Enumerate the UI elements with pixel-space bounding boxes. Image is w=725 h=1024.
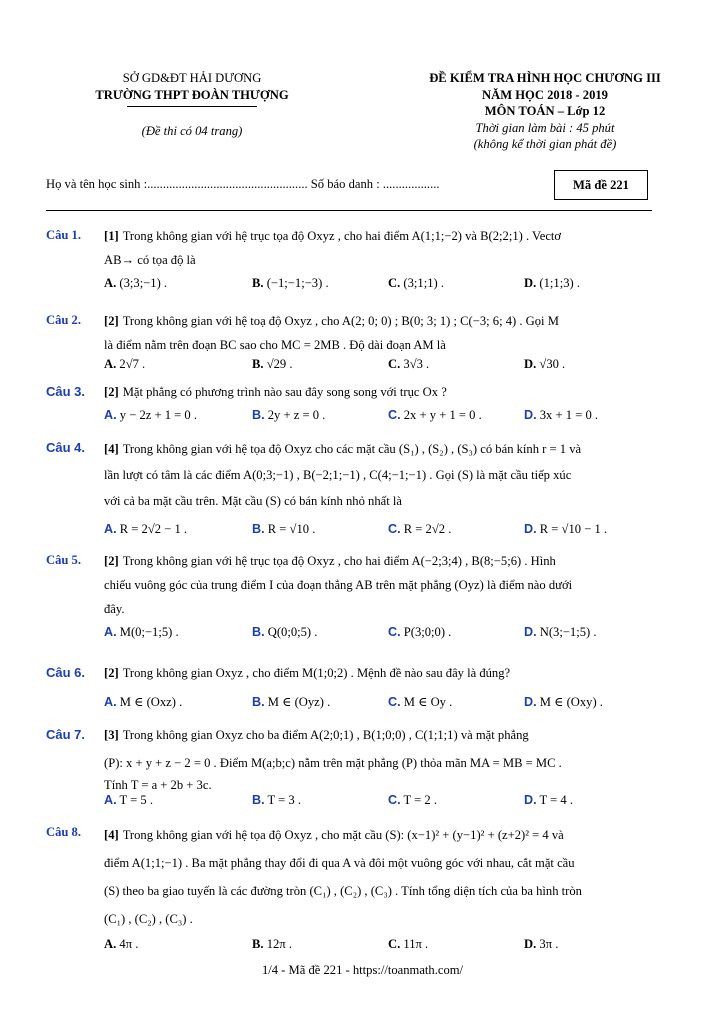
option-c[interactable]: C. (3;1;1) .	[388, 276, 444, 290]
question-text-line: Trong không gian với hệ tọa độ Oxyz cho các mặt cầu (S₁) , (S₂) , (S₃) có bán kính r = 1 và	[122, 442, 582, 456]
question-text-line: với cả ba mặt cầu trên. Mặt cầu (S) có bán kính nhỏ nhất là	[104, 494, 402, 508]
option-d[interactable]: D. T = 4 .	[524, 793, 573, 807]
exam-code-box: Mã đề 221	[554, 170, 648, 200]
question-text-line: điểm A(1;1;−1) . Ba mặt phẳng thay đổi đi qua A và đôi một vuông góc với nhau, cắt mặt cầu	[104, 856, 575, 870]
question-text-line: Mặt phẳng có phương trình nào sau đây song song với trục Ox ?	[122, 385, 447, 399]
question-text-line: Trong không gian với hệ tọa độ Oxyz , cho mặt cầu (S): (x−1)² + (y−1)² + (z+2)² = 4 và	[122, 828, 564, 842]
question-text-line: đây.	[104, 602, 125, 616]
option-a[interactable]: A. 4π .	[104, 937, 139, 951]
option-d[interactable]: D. 3x + 1 = 0 .	[524, 408, 599, 422]
exam-title: ĐỀ KIỂM TRA HÌNH HỌC CHƯƠNG III	[429, 71, 661, 85]
option-a[interactable]: A. y − 2z + 1 = 0 .	[104, 408, 198, 422]
question-text-line: (C₁) , (C₂) , (C₃) .	[104, 912, 193, 926]
question-text-line: Trong không gian Oxyz cho ba điểm A(2;0;1) , B(1;0;0) , C(1;1;1) và mặt phẳng	[122, 728, 529, 742]
question-label: Câu 4.	[46, 440, 86, 455]
header-divider	[46, 210, 652, 211]
option-d[interactable]: D. N(3;−1;5) .	[524, 625, 597, 639]
option-d[interactable]: D. (1;1;3) .	[524, 276, 580, 290]
answer-options	[104, 272, 674, 294]
option-a[interactable]: A. R = 2√2 − 1 .	[104, 522, 188, 536]
option-b[interactable]: B. R = √10 .	[252, 522, 316, 536]
option-a[interactable]: A. (3;3;−1) .	[104, 276, 168, 290]
subject: MÔN TOÁN – Lớp 12	[484, 104, 606, 118]
option-b[interactable]: B. T = 3 .	[252, 793, 301, 807]
question-text-line: Trong không gian với hệ toạ độ Oxyz , cho A(2; 0; 0) ; B(0; 3; 1) ; C(−3; 6; 4) . Gọi M	[122, 314, 559, 328]
question-level: [4]	[104, 828, 119, 842]
question-level: [2]	[104, 554, 119, 568]
header-left	[62, 70, 322, 140]
option-b[interactable]: B. √29 .	[252, 357, 293, 371]
question-text-line: Trong không gian Oxyz , cho điểm M(1;0;2) . Mệnh đề nào sau đây là đúng?	[122, 666, 511, 680]
question-text-line: chiếu vuông góc của trung điểm I của đoạn thẳng AB trên mặt phẳng (Oyz) là điểm nào dưới	[104, 578, 573, 592]
option-b[interactable]: B. Q(0;0;5) .	[252, 625, 318, 639]
question-level: [2]	[104, 385, 119, 399]
option-a[interactable]: A. T = 5 .	[104, 793, 153, 807]
question-text-line: là điểm nằm trên đoạn BC sao cho MC = 2MB . Độ dài đoạn AM là	[104, 338, 446, 352]
question-text-line: (S) theo ba giao tuyến là các đường tròn (C₁) , (C₂) , (C₃) . Tính tổng diện tích của ba hình tròn	[104, 884, 582, 898]
question-label: Câu 5.	[46, 553, 81, 567]
question-label: Câu 7.	[46, 727, 86, 742]
question-label: Câu 3.	[46, 384, 86, 399]
question-level: [4]	[104, 442, 119, 456]
option-b[interactable]: B. M ∈ (Oyz) .	[252, 695, 331, 709]
option-d[interactable]: D. R = √10 − 1 .	[524, 522, 608, 536]
question-label: Câu 8.	[46, 825, 81, 839]
option-c[interactable]: C. P(3;0;0) .	[388, 625, 452, 639]
school-year: NĂM HỌC 2018 - 2019	[482, 87, 608, 102]
option-d[interactable]: D. √30 .	[524, 357, 566, 371]
option-a[interactable]: A. M(0;−1;5) .	[104, 625, 179, 639]
answer-options	[104, 404, 674, 426]
option-c[interactable]: C. 2x + y + 1 = 0 .	[388, 408, 482, 422]
answer-options	[104, 353, 674, 375]
exam-time: Thời gian làm bài : 45 phút	[475, 120, 615, 135]
school-underline	[127, 106, 257, 107]
option-c[interactable]: C. 11π .	[388, 937, 429, 951]
question-level: [2]	[104, 314, 119, 328]
header-right	[395, 70, 695, 153]
option-c[interactable]: C. R = 2√2 .	[388, 522, 452, 536]
option-b[interactable]: B. 2y + z = 0 .	[252, 408, 326, 422]
option-b[interactable]: B. 12π .	[252, 937, 292, 951]
question-text-line: (P): x + y + z − 2 = 0 . Điểm M(a;b;c) nằm trên mặt phẳng (P) thỏa mãn MA = MB = MC .	[104, 756, 562, 770]
page-footer: 1/4 - Mã đề 221 - https://toanmath.com/	[261, 963, 464, 977]
option-d[interactable]: D. 3π .	[524, 937, 559, 951]
pages-note: (Đề thi có 04 trang)	[141, 124, 243, 138]
question-label: Câu 6.	[46, 665, 86, 680]
option-a[interactable]: A. M ∈ (Oxz) .	[104, 695, 183, 709]
answer-options	[104, 621, 674, 643]
option-c[interactable]: C. M ∈ Oy .	[388, 695, 453, 709]
student-info-line: Họ và tên học sinh :................................................... Số báo danh : ..................	[46, 177, 440, 191]
option-a[interactable]: A. 2√7 .	[104, 357, 146, 371]
exam-time-note: (không kể thời gian phát đề)	[473, 137, 617, 151]
question-text-line: Trong không gian với hệ trục tọa độ Oxyz , cho hai điểm A(−2;3;4) , B(8;−5;6) . Hình	[122, 554, 556, 568]
question-text-line: AB→ có tọa độ là	[104, 253, 196, 267]
answer-options	[104, 518, 674, 540]
school-name: TRƯỜNG THPT ĐOÀN THƯỢNG	[95, 88, 289, 102]
option-c[interactable]: C. 3√3 .	[388, 357, 430, 371]
answer-options	[104, 789, 674, 811]
question-label: Câu 2.	[46, 313, 81, 327]
question-text-line: Tính T = a + 2b + 3c.	[104, 778, 212, 792]
option-b[interactable]: B. (−1;−1;−3) .	[252, 276, 329, 290]
answer-options	[104, 691, 674, 713]
question-label: Câu 1.	[46, 228, 81, 242]
answer-options	[104, 933, 674, 955]
question-level: [1]	[104, 229, 119, 243]
question-level: [3]	[104, 728, 119, 742]
question-text-line: Trong không gian với hệ trục tọa độ Oxyz , cho hai điểm A(1;1;−2) và B(2;2;1) . Vectơ	[122, 229, 562, 243]
option-c[interactable]: C. T = 2 .	[388, 793, 437, 807]
question-text-line: lần lượt có tâm là các điểm A(0;3;−1) , B(−2;1;−1) , C(4;−1;−1) . Gọi (S) là mặt cầu tiếp xúc	[104, 468, 572, 482]
option-d[interactable]: D. M ∈ (Oxy) .	[524, 695, 603, 709]
question-level: [2]	[104, 666, 119, 680]
department-name: SỞ GD&ĐT HẢI DƯƠNG	[122, 71, 262, 85]
